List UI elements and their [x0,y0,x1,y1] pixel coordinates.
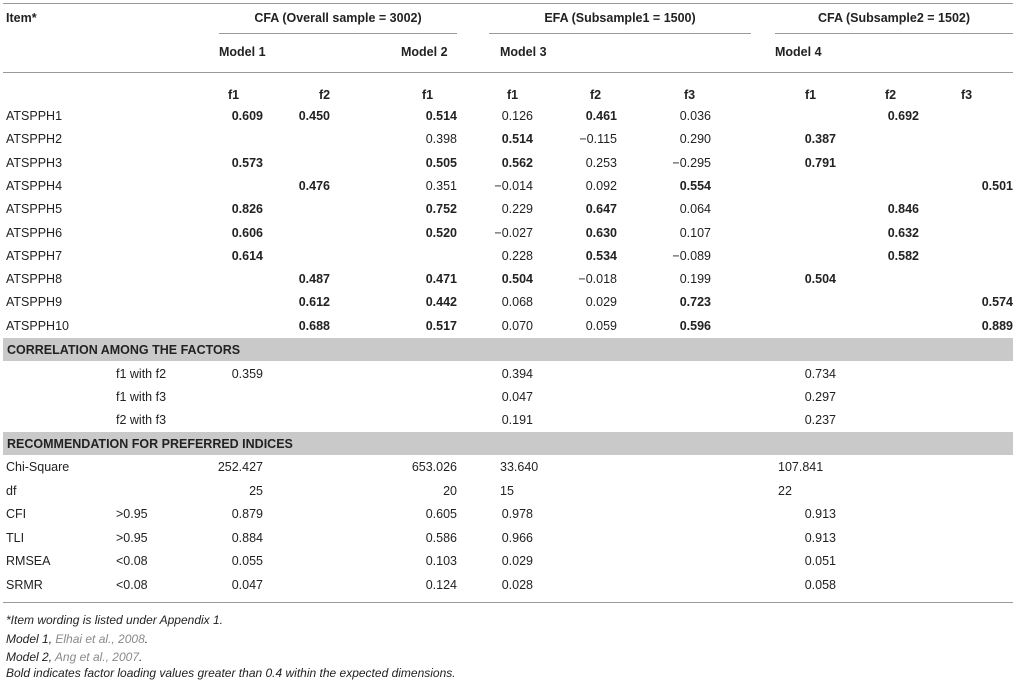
index-model-4: 22 [778,484,792,498]
loading-cell: 0.889 [981,319,1013,333]
loading-cell: 0.554 [679,179,711,193]
loading-cell: −0.089 [672,249,711,263]
item-label: ATSPPH2 [6,132,63,146]
correlation-model-3: 0.191 [501,413,533,427]
loading-cell: 0.606 [231,226,263,240]
index-name: SRMR [6,578,43,592]
index-model-4: 0.051 [804,554,836,568]
item-column-header: Item* [6,11,37,25]
index-model-1: 0.879 [231,507,263,521]
index-criterion: >0.95 [116,531,148,545]
index-model-4: 0.913 [804,531,836,545]
loading-cell: 0.632 [887,226,919,240]
loading-cell: 0.688 [298,319,330,333]
group-header-efa-sub1: EFA (Subsample1 = 1500) [544,11,696,25]
footnote-item-wording: *Item wording is listed under Appendix 1. [6,613,224,627]
model-1-header: Model 1 [219,45,266,59]
loading-cell: 0.647 [585,202,617,216]
factor-header-6: f1 [805,88,817,102]
loading-cell: 0.442 [425,295,457,309]
indices-section-title: RECOMMENDATION FOR PREFERRED INDICES [7,437,293,451]
loading-cell: −0.115 [579,132,617,146]
index-model-2: 0.586 [425,531,457,545]
index-name: TLI [6,531,25,545]
correlation-model-1: 0.359 [231,367,263,381]
loading-cell: 0.070 [501,319,533,333]
index-model-2: 20 [443,484,457,498]
loading-cell: 0.514 [501,132,533,146]
index-criterion: <0.08 [116,578,148,592]
footnote-model-2-suffix: . [139,650,143,664]
index-criterion: >0.95 [116,507,148,521]
correlation-label: f1 with f3 [116,390,167,404]
loading-cell: 0.398 [425,132,457,146]
loading-cell: 0.517 [425,319,457,333]
footnote-model-1-suffix: . [144,632,149,646]
loading-cell: 0.068 [501,295,533,309]
loading-cell: 0.199 [679,272,711,286]
footnote-model-2 [6,649,142,665]
index-model-1: 252.427 [217,460,263,474]
loading-cell: 0.614 [231,249,263,263]
item-label: ATSPPH8 [6,272,63,286]
loading-cell: −0.027 [494,226,533,240]
item-label: ATSPPH9 [6,295,63,309]
loading-cell: 0.723 [679,295,711,309]
loading-cell: −0.014 [494,179,533,193]
loading-cell: 0.609 [231,109,263,123]
loading-cell: 0.752 [425,202,457,216]
loading-cell: 0.029 [585,295,617,309]
index-model-4: 0.913 [804,507,836,521]
loading-cell: 0.630 [585,226,617,240]
correlation-label: f1 with f2 [116,367,167,381]
item-label: ATSPPH5 [6,202,63,216]
loading-cell: 0.504 [501,272,533,286]
model-3-header: Model 3 [500,45,547,59]
index-model-1: 0.047 [231,578,263,592]
loading-cell: −0.295 [672,156,711,170]
correlation-model-4: 0.297 [804,390,836,404]
loading-cell: 0.501 [981,179,1013,193]
index-criterion: <0.08 [116,554,148,568]
factor-header-8: f3 [961,88,973,102]
loading-cell: 0.290 [679,132,711,146]
index-model-1: 0.055 [231,554,263,568]
group-header-cfa-overall: CFA (Overall sample = 3002) [254,11,422,25]
loading-cell: 0.387 [804,132,836,146]
loading-cell: 0.253 [585,156,617,170]
loading-cell: 0.126 [501,109,533,123]
loading-cell: 0.514 [425,109,457,123]
index-model-2: 0.103 [425,554,457,568]
loading-cell: 0.229 [501,202,533,216]
index-model-3: 0.966 [501,531,533,545]
correlation-section-header [3,338,1013,361]
indices-section-header [3,432,1013,455]
loading-cell: 0.487 [298,272,330,286]
index-name: Chi-Square [6,460,70,474]
model-4-header: Model 4 [775,45,822,59]
loading-cell: 0.351 [425,179,457,193]
correlation-section-title: CORRELATION AMONG THE FACTORS [7,343,241,357]
index-model-3: 33.640 [500,460,539,474]
loading-cell: 0.520 [425,226,457,240]
index-model-1: 0.884 [231,531,263,545]
index-model-3: 0.028 [501,578,533,592]
factor-header-4: f2 [590,88,602,102]
loading-cell: −0.018 [578,272,617,286]
loading-cell: 0.476 [298,179,330,193]
correlation-label: f2 with f3 [116,413,167,427]
loading-cell: 0.064 [679,202,711,216]
correlation-model-4: 0.237 [804,413,836,427]
item-label: ATSPPH3 [6,156,63,170]
index-model-3: 0.029 [501,554,533,568]
loading-cell: 0.461 [585,109,617,123]
citation-link-elhai[interactable]: Elhai et al., 2008 [55,632,145,646]
footnote-bold-meaning: Bold indicates factor loading values greater than 0.4 within the expected dimensions. [6,666,456,680]
index-model-2: 0.605 [425,507,457,521]
loading-cell: 0.596 [679,319,711,333]
index-model-4: 0.058 [804,578,836,592]
loading-cell: 0.450 [298,109,330,123]
loading-cell: 0.573 [231,156,263,170]
index-name: CFI [6,507,27,521]
index-model-2: 0.124 [425,578,457,592]
citation-link-ang[interactable]: Ang et al., 2007 [54,650,139,664]
factor-header-7: f2 [885,88,897,102]
index-model-3: 0.978 [501,507,533,521]
index-model-4: 107.841 [778,460,824,474]
factor-header-5: f3 [684,88,696,102]
factor-header-1: f2 [319,88,331,102]
index-model-2: 653.026 [411,460,457,474]
item-label: ATSPPH4 [6,179,63,193]
correlation-model-3: 0.047 [501,390,533,404]
index-model-1: 25 [249,484,263,498]
footnote-model-1 [6,631,148,647]
loading-cell: 0.228 [501,249,533,263]
item-label: ATSPPH6 [6,226,63,240]
model-2-header: Model 2 [401,45,448,59]
index-model-3: 15 [500,484,514,498]
loading-cell: 0.059 [585,319,617,333]
loading-cell: 0.791 [804,156,836,170]
footnote-model-1-prefix: Model 1, [6,632,56,646]
loading-cell: 0.107 [679,226,711,240]
correlation-model-4: 0.734 [804,367,836,381]
loading-cell: 0.612 [298,295,330,309]
loading-cell: 0.534 [585,249,617,263]
loading-cell: 0.504 [804,272,836,286]
item-label: ATSPPH10 [6,319,69,333]
factor-header-3: f1 [507,88,519,102]
loading-cell: 0.505 [425,156,457,170]
index-name: RMSEA [6,554,51,568]
index-name: df [6,484,17,498]
loading-cell: 0.692 [887,109,919,123]
item-label: ATSPPH1 [6,109,63,123]
group-header-cfa-sub2: CFA (Subsample2 = 1502) [817,11,971,25]
item-label: ATSPPH7 [6,249,63,263]
loading-cell: 0.846 [887,202,919,216]
loading-cell: 0.562 [501,156,533,170]
loading-cell: 0.092 [585,179,617,193]
loading-cell: 0.471 [425,272,457,286]
loading-cell: 0.582 [887,249,919,263]
loading-cell: 0.036 [679,109,711,123]
factor-header-0: f1 [228,88,240,102]
loading-cell: 0.826 [231,202,263,216]
factor-header-2: f1 [422,88,434,102]
footnote-model-2-prefix: Model 2, [6,650,55,664]
correlation-model-3: 0.394 [501,367,533,381]
loading-cell: 0.574 [981,295,1013,309]
